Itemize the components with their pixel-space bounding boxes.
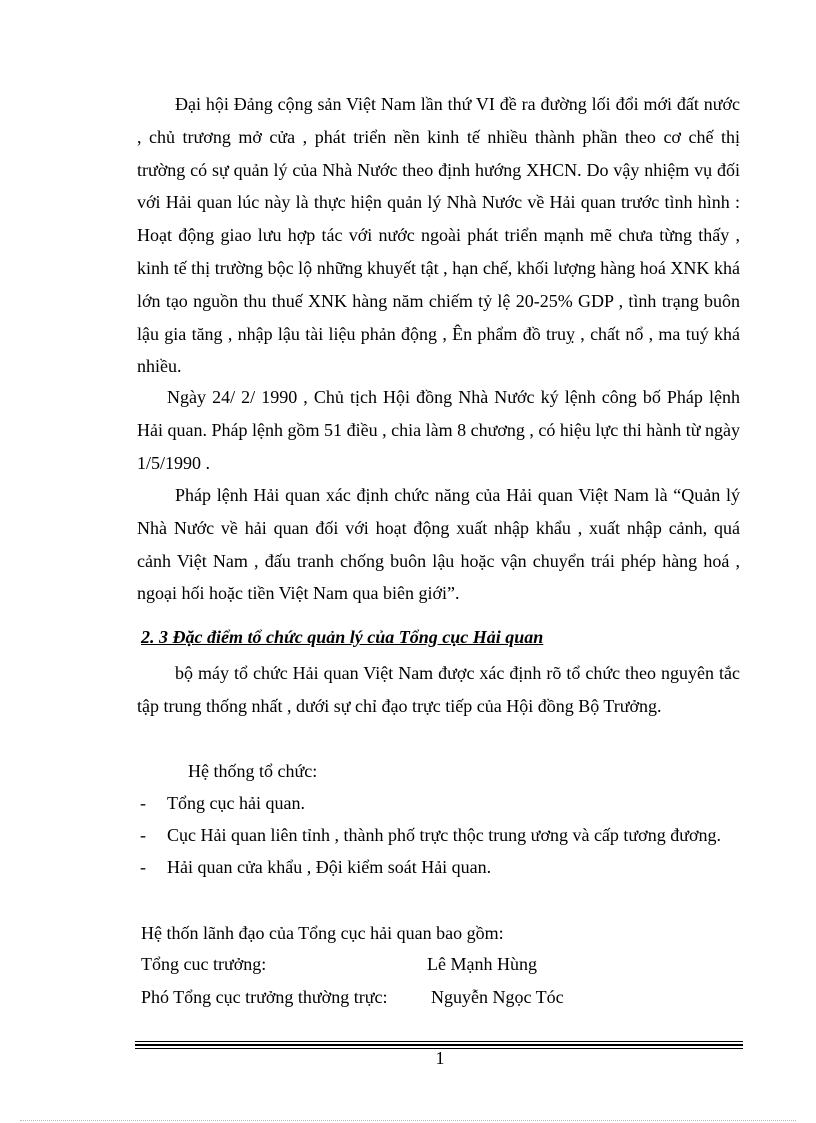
- paragraph-doi-moi: Đại hội Đảng cộng sản Việt Nam lần thứ VI đề ra đường lối đổi mới đất nước , chủ trương mở cửa , phát triển nền kinh tế nhiều thành phần theo cơ chế thị trường có sự quản lý của Nhà Nước theo định hướng XHCN. Do vậy nhiệm vụ đối với Hải quan lúc này là thực hiện quản lý Nhà Nước về Hải quan trước tình hình : Hoạt động giao lưu hợp tác với nước ngoài phát triển mạnh mẽ chưa từng thấy , kinh tế thị trường bộc lộ những khuyết tật , hạn chế, khối lượng hàng hoá XNK khá lớn tạo nguồn thu thuế XNK hàng năm chiếm tỷ lệ 20-25% GDP , tình trạng buôn lậu gia tăng , nhập lậu tài liệu phản động , Ên phẩm đồ truỵ , chất nổ , ma tuý khá nhiều.: [137, 94, 740, 377]
- leader-name: Lê Mạnh Hùng: [427, 954, 537, 974]
- leader-name: Nguyễn Ngọc Tóc: [431, 987, 564, 1007]
- leader-row: [141, 948, 741, 980]
- list-item: [137, 851, 740, 883]
- leader-role: Tổng cuc trưởng:: [141, 954, 267, 974]
- leader-row: [141, 981, 741, 1013]
- list-item-text: Cục Hải quan liên tỉnh , thành phố trực thộc trung ương và cấp tương đương.: [167, 825, 721, 845]
- list-item: [137, 819, 740, 851]
- footer-rule: [135, 1041, 743, 1042]
- leaders-title: Hệ thốn lãnh đạo của Tổng cục hải quan bao gồm:: [141, 923, 504, 943]
- paragraph-phap-lenh-cong-bo: Ngày 24/ 2/ 1990 , Chủ tịch Hội đồng Nhà Nước ký lệnh công bố Pháp lệnh Hải quan. Pháp lệnh gồm 51 điều , chia làm 8 chương , có hiệu lực thi hành từ ngày 1/5/1990 .: [137, 387, 740, 473]
- list-dash: -: [140, 793, 146, 813]
- org-list: [137, 787, 740, 883]
- page-edge-divider: [20, 1120, 796, 1121]
- leader-role: Phó Tổng cục trưởng thường trực:: [141, 987, 388, 1007]
- list-item-text: Tổng cục hải quan.: [167, 793, 305, 813]
- list-dash: -: [140, 825, 146, 845]
- section-heading: 2. 3 Đặc điểm tổ chức quản lý của Tổng cục Hải quan: [141, 627, 544, 647]
- list-item: [137, 787, 740, 819]
- list-dash: -: [140, 857, 146, 877]
- org-system-label: Hệ thống tổ chức:: [188, 761, 318, 781]
- paragraph-chuc-nang: Pháp lệnh Hải quan xác định chức năng của Hải quan Việt Nam là “Quản lý Nhà Nước về hải quan đối với hoạt động xuất nhập khẩu , xuất nhập cảnh, quá cảnh Việt Nam , đấu tranh chống buôn lậu hoặc vận chuyển trái phép hàng hoá , ngoại hối hoặc tiền Việt Nam qua biên giới”.: [137, 485, 740, 604]
- page-number: 1: [435, 1048, 445, 1068]
- paragraph-bo-may: bộ máy tổ chức Hải quan Việt Nam được xác định rõ tổ chức theo nguyên tắc tập trung thống nhất , dưới sự chỉ đạo trực tiếp của Hội đồng Bộ Trưởng.: [137, 663, 740, 716]
- list-item-text: Hải quan cửa khẩu , Đội kiểm soát Hải quan.: [167, 857, 492, 877]
